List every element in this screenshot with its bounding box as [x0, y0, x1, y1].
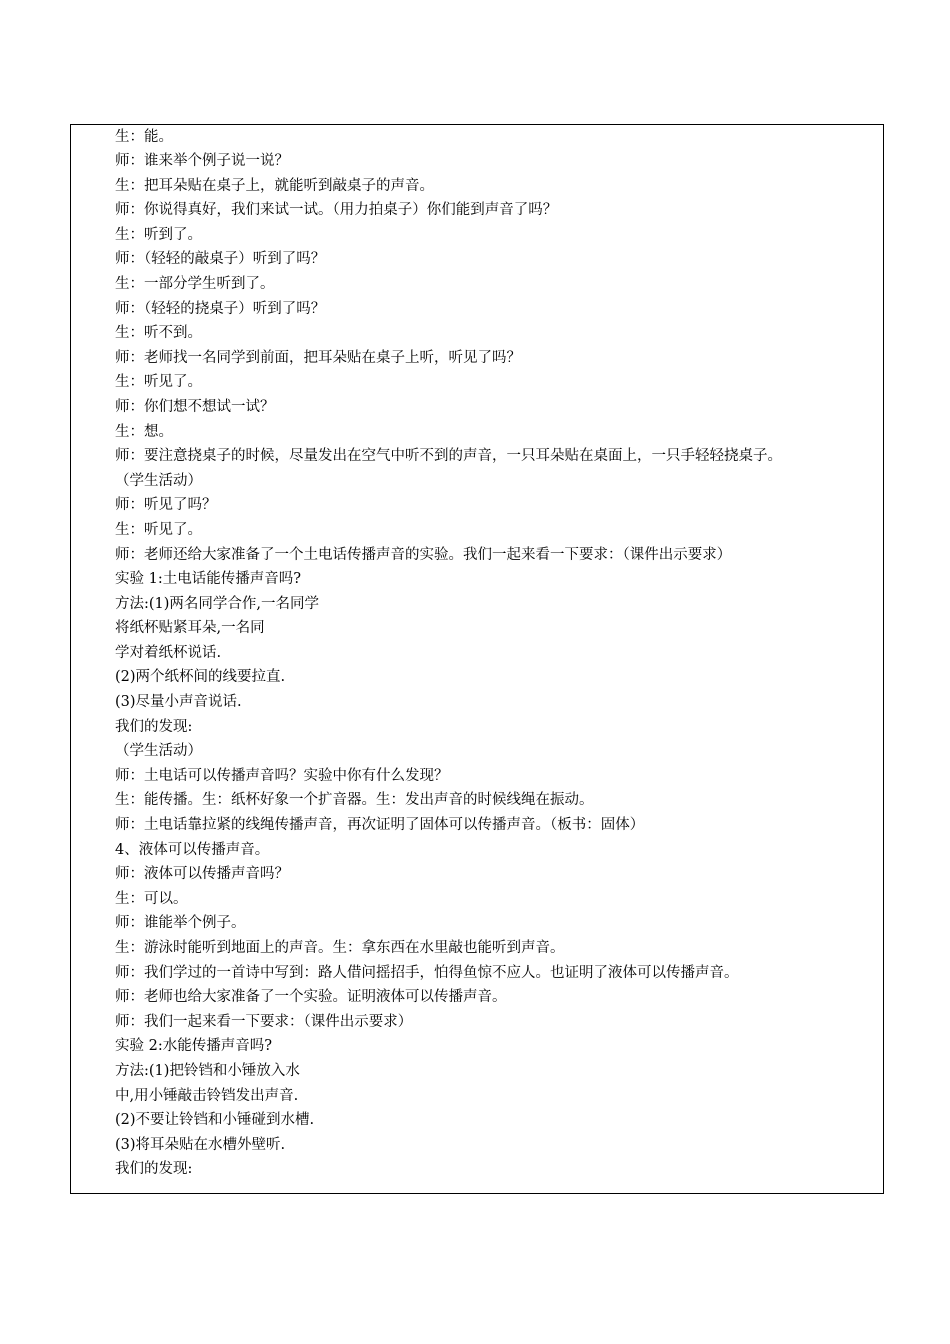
text-line: 师：谁来举个例子说一说？ [115, 153, 289, 169]
text-line: 学对着纸杯说话. [115, 644, 222, 661]
text-line: （学生活动） [115, 472, 202, 489]
text-line: 生：听见了。 [115, 521, 202, 538]
text-line: 师：液体可以传播声音吗？ [115, 866, 289, 883]
text-line: 生：听到了。 [115, 226, 202, 243]
text-line: 师：我们学过的一首诗中写到：路人借问摇招手，怕得鱼惊不应人。也证明了液体可以传播声音。 [115, 964, 739, 981]
text-line: 生：能。 [115, 129, 173, 145]
text-line: 师：土电话可以传播声音吗？实验中你有什么发现？ [115, 767, 449, 784]
text-line: 师：要注意挠桌子的时候，尽量发出在空气中听不到的声音，一只耳朵贴在桌面上，一只手轻轻挠桌子。 [115, 448, 782, 465]
text-line: (2)两个纸杯间的线要拉直. [115, 669, 286, 686]
text-line: 师：你们想不想试一试？ [115, 398, 275, 415]
text-line: 生：想。 [115, 423, 173, 440]
text-line: 实验 1:土电话能传播声音吗? [115, 571, 301, 588]
text-line: 生：游泳时能听到地面上的声音。生：拿东西在水里敲也能听到声音。 [115, 940, 565, 956]
content-frame [70, 124, 884, 1194]
text-line: 师：谁能举个例子。 [115, 915, 246, 932]
text-line: 师：（轻轻的挠桌子）听到了吗？ [115, 300, 326, 317]
text-line: 方法:(1)把铃铛和小锤放入水 [115, 1062, 300, 1079]
text-lines [115, 125, 884, 1182]
text-line: （学生活动） [115, 743, 202, 760]
text-line: 4、液体可以传播声音。 [115, 841, 270, 858]
text-line: 师：听见了吗？ [115, 497, 217, 514]
text-line: 生：一部分学生听到了。 [115, 275, 275, 292]
text-line: 师：你说得真好，我们来试一试。（用力拍桌子）你们能到声音了吗？ [115, 202, 558, 219]
text-line: 师：老师也给大家准备了一个实验。证明液体可以传播声音。 [115, 989, 507, 1006]
text-line: 师：老师找一名同学到前面，把耳朵贴在桌子上听，听见了吗？ [115, 349, 521, 366]
text-line: 将纸杯贴紧耳朵,一名同 [115, 620, 265, 637]
text-line: 生：能传播。生：纸杯好象一个扩音器。生：发出声音的时候线绳在振动。 [115, 792, 594, 809]
text-line: 师：土电话靠拉紧的线绳传播声音，再次证明了固体可以传播声音。（板书：固体） [115, 817, 645, 834]
text-line: 生：听不到。 [115, 325, 202, 342]
text-line: 实验 2:水能传播声音吗? [115, 1038, 272, 1055]
text-line: (2)不要让铃铛和小锤碰到水槽. [115, 1112, 315, 1129]
text-line: 我们的发现: [115, 718, 193, 735]
text-line: (3)尽量小声音说话. [115, 694, 242, 711]
text-line: (3)将耳朵贴在水槽外壁听. [115, 1136, 286, 1153]
text-line: 师：（轻轻的敲桌子）听到了吗？ [115, 251, 326, 268]
text-line: 生：听见了。 [115, 374, 202, 391]
text-line: 师：老师还给大家准备了一个土电话传播声音的实验。我们一起来看一下要求：（课件出示要求） [115, 546, 732, 563]
text-line: 生：可以。 [115, 890, 188, 907]
text-line: 方法:(1)两名同学合作,一名同学 [115, 595, 320, 612]
text-line: 中,用小锤敲击铃铛发出声音. [115, 1087, 299, 1104]
text-line: 生：把耳朵贴在桌子上，就能听到敲桌子的声音。 [115, 177, 434, 194]
text-line: 我们的发现: [115, 1161, 193, 1178]
text-line: 师：我们一起来看一下要求：（课件出示要求） [115, 1013, 413, 1030]
